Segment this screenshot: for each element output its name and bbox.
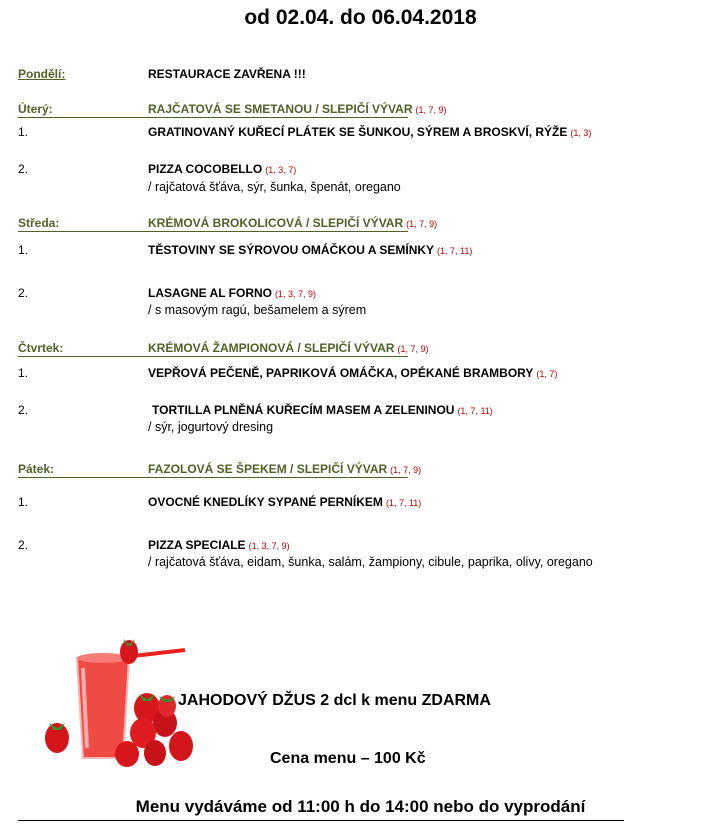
meal-number: 2.: [18, 286, 29, 300]
friday-meal-2-desc-row: [0, 555, 721, 573]
thursday-label: Čtvrtek:: [18, 341, 64, 355]
friday-meal-2-desc: / rajčatová šťáva, eidam, šunka, salám, žampiony, cibule, paprika, olivy, oregano: [148, 555, 593, 569]
tuesday-meal-2-desc: / rajčatová šťáva, sýr, šunka, špenát, oregano: [148, 180, 401, 194]
monday-row: [0, 67, 721, 85]
friday-soup-allergens: (1, 7, 9): [390, 465, 422, 475]
allergens: (1, 3, 7, 9): [248, 541, 290, 551]
straw-icon: [133, 650, 185, 656]
wednesday-meal-2-desc: / s masovým ragú, bešamelem a sýrem: [148, 303, 367, 317]
tuesday-meal-1: [0, 125, 721, 143]
tuesday-meal-2-desc-row: [0, 180, 721, 198]
allergens: (1, 7, 11): [457, 406, 493, 416]
meal-number: 1.: [18, 125, 29, 139]
menu-date-range-title: od 02.04. do 06.04.2018: [244, 6, 477, 29]
tuesday-soup-row: [0, 102, 721, 120]
wednesday-meal-2-desc-row: [0, 303, 721, 321]
bottom-divider: [18, 820, 624, 821]
allergens: (1, 3, 7): [265, 165, 297, 175]
thursday-meal-2: [0, 403, 721, 421]
meal-number: 2.: [18, 403, 29, 417]
tuesday-label: Úterý:: [18, 102, 53, 116]
serving-hours: Menu vydáváme od 11:00 h do 14:00 nebo do vyprodání: [135, 797, 586, 816]
thursday-underline: [18, 356, 408, 357]
wednesday-label: Středa:: [18, 216, 60, 230]
meal-number: 2.: [18, 162, 29, 176]
thursday-meal-2-desc-row: [0, 420, 721, 438]
allergens: (1, 7, 11): [385, 498, 422, 508]
monday-closed-text: RESTAURACE ZAVŘENA !!!: [148, 67, 306, 81]
thursday-meal-1: [0, 366, 721, 384]
thursday-soup-allergens: (1, 7, 9): [397, 344, 429, 354]
thursday-meal-2-desc: / sýr, jogurtový dresing: [148, 420, 274, 434]
thursday-meal-2-name: TORTILLA PLNĚNÁ KUŘECÍM MASEM A ZELENINOU (1, 7, 11): [152, 403, 493, 417]
friday-soup: FAZOLOVÁ SE ŠPEKEM / SLEPIČÍ VÝVAR (1, 7, 9): [148, 462, 422, 476]
meal-number: 2.: [18, 538, 29, 552]
tuesday-meal-1-name: GRATINOVANÝ KUŘECÍ PLÁTEK SE ŠUNKOU, SÝREM A BROSKVÍ, RÝŽE (1, 3): [148, 125, 592, 139]
friday-meal-2: [0, 538, 721, 556]
tuesday-meal-2-name: PIZZA COCOBELLO (1, 3, 7): [148, 162, 297, 176]
monday-label: Pondělí:: [18, 67, 66, 81]
wednesday-meal-2-name: LASAGNE AL FORNO (1, 3, 7, 9): [148, 286, 317, 300]
wednesday-soup: KRÉMOVÁ BROKOLICOVÁ / SLEPIČÍ VÝVAR (1, 7, 9): [148, 216, 438, 230]
tuesday-underline: [18, 117, 408, 118]
friday-meal-2-name: PIZZA SPECIALE (1, 3, 7, 9): [148, 538, 290, 552]
friday-underline: [18, 477, 408, 478]
allergens: (1, 3, 7, 9): [275, 289, 317, 299]
wednesday-meal-1-name: TĚSTOVINY SE SÝROVOU OMÁČKOU A SEMÍNKY (1, 7, 11): [148, 243, 473, 257]
free-juice-promo: JAHODOVÝ DŽUS 2 dcl k menu ZDARMA: [178, 692, 491, 709]
meal-number: 1.: [18, 243, 29, 257]
allergens: (1, 7, 11): [437, 246, 473, 256]
wednesday-soup-allergens: (1, 7, 9): [406, 219, 438, 229]
thursday-soup: KRÉMOVÁ ŽAMPIONOVÁ / SLEPIČÍ VÝVAR (1, 7, 9): [148, 341, 429, 355]
meal-number: 1.: [18, 495, 29, 509]
wednesday-soup-row: [0, 216, 721, 234]
wednesday-meal-1: [0, 243, 721, 261]
wednesday-meal-2: [0, 286, 721, 304]
menu-price: Cena menu – 100 Kč: [270, 750, 426, 767]
friday-meal-1-name: OVOCNÉ KNEDLÍKY SYPANÉ PERNÍKEM (1, 7, 11): [148, 495, 422, 509]
allergens: (1, 7): [536, 369, 558, 379]
meal-number: 1.: [18, 366, 29, 380]
tuesday-meal-2: [0, 162, 721, 180]
tuesday-soup-allergens: (1, 7, 9): [415, 105, 447, 115]
thursday-meal-1-name: VEPŘOVÁ PEČENĚ, PAPRIKOVÁ OMÁČKA, OPÉKANÉ BRAMBORY (1, 7): [148, 366, 558, 380]
wednesday-underline: [18, 231, 408, 232]
friday-meal-1: [0, 495, 721, 513]
friday-label: Pátek:: [18, 462, 55, 476]
thursday-soup-row: [0, 341, 721, 359]
allergens: (1, 3): [570, 128, 592, 138]
friday-soup-row: [0, 462, 721, 480]
tuesday-soup: RAJČATOVÁ SE SMETANOU / SLEPIČÍ VÝVAR (1, 7, 9): [148, 102, 447, 116]
